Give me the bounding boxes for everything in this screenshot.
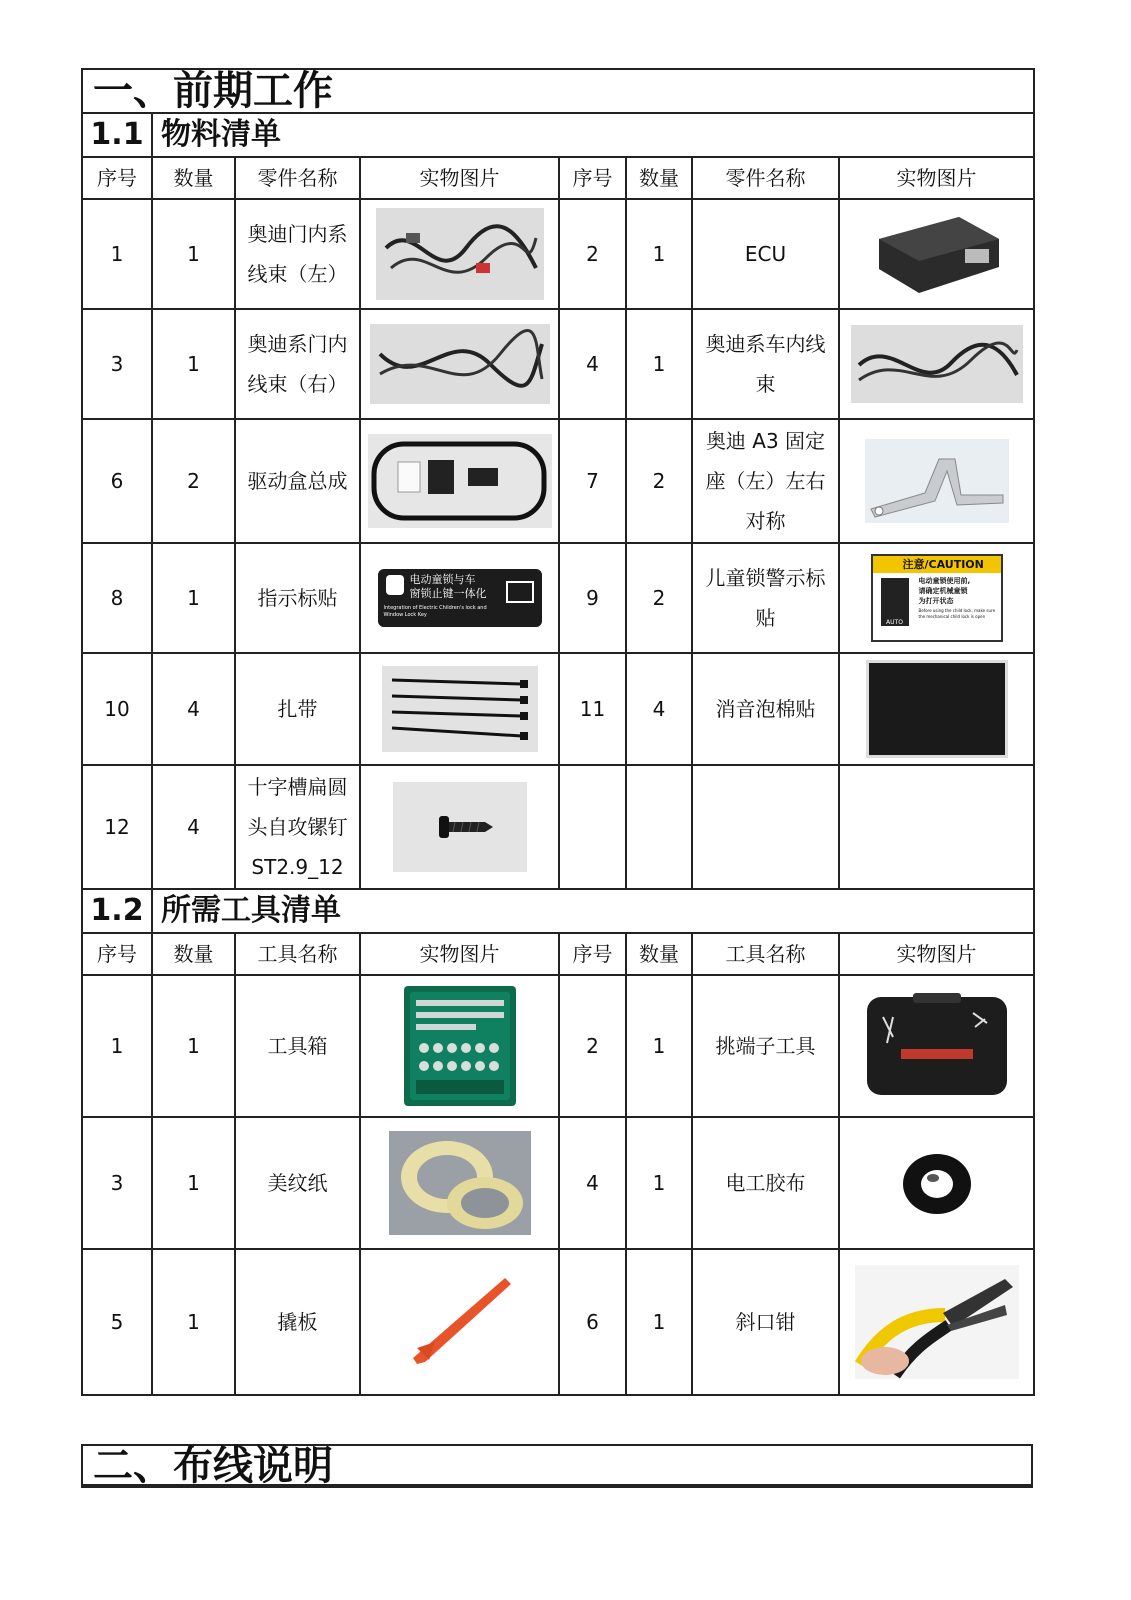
item-quantity: 2 xyxy=(626,419,692,543)
item-quantity xyxy=(626,765,692,889)
header-cell: 序号 xyxy=(82,157,152,199)
item-quantity: 1 xyxy=(152,309,235,419)
item-photo xyxy=(360,309,559,419)
item-name xyxy=(692,765,839,889)
sticker-text: Before using the child lock, make sure the mechanical child lock is open xyxy=(918,608,996,619)
item-number: 11 xyxy=(559,653,626,765)
drive-box-icon xyxy=(368,434,552,528)
header-cell: 实物图片 xyxy=(360,933,559,975)
item-name: 十字槽扁圆头自攻镙钉 ST2.9_12 xyxy=(235,765,360,889)
item-name: 奥迪 A3 固定座（左）左右对称 xyxy=(692,419,839,543)
sticker-text: 电动童锁与车 xyxy=(409,573,476,586)
table-row xyxy=(82,1117,1034,1249)
header-cell: 数量 xyxy=(626,933,692,975)
item-quantity: 1 xyxy=(152,975,235,1117)
item-number: 1 xyxy=(82,975,152,1117)
item-photo xyxy=(360,543,559,653)
item-name: 挑端子工具 xyxy=(692,975,839,1117)
item-quantity: 1 xyxy=(626,309,692,419)
sticker-text: AUTO xyxy=(886,619,903,626)
materials-header-row xyxy=(82,157,1034,199)
section2-title: 二、布线说明 xyxy=(81,1444,1033,1488)
sticker-text: 请确定机械童锁 xyxy=(918,587,968,595)
table-row xyxy=(82,653,1034,765)
item-name: 消音泡棉贴 xyxy=(692,653,839,765)
item-number: 7 xyxy=(559,419,626,543)
item-photo xyxy=(839,419,1034,543)
item-quantity: 1 xyxy=(626,1117,692,1249)
materials-section-title: 物料清单 xyxy=(152,113,1034,157)
pliers-icon xyxy=(855,1265,1019,1379)
item-quantity: 1 xyxy=(626,975,692,1117)
item-photo xyxy=(839,543,1034,653)
header-cell: 数量 xyxy=(152,157,235,199)
header-cell: 序号 xyxy=(559,933,626,975)
item-name: 指示标贴 xyxy=(235,543,360,653)
item-number: 12 xyxy=(82,765,152,889)
item-number: 3 xyxy=(82,309,152,419)
item-photo xyxy=(839,975,1034,1117)
screw-icon xyxy=(393,782,527,872)
item-number: 2 xyxy=(559,975,626,1117)
item-name: 工具箱 xyxy=(235,975,360,1117)
item-name: 撬板 xyxy=(235,1249,360,1395)
caution-sticker-icon xyxy=(871,554,1003,642)
item-quantity: 1 xyxy=(152,543,235,653)
table-row xyxy=(82,543,1034,653)
item-photo xyxy=(839,1249,1034,1395)
header-cell: 工具名称 xyxy=(235,933,360,975)
item-quantity: 4 xyxy=(626,653,692,765)
ecu-box-icon xyxy=(869,209,1005,299)
item-number: 8 xyxy=(82,543,152,653)
item-photo xyxy=(360,199,559,309)
table-row xyxy=(82,199,1034,309)
table-row xyxy=(82,419,1034,543)
table-row xyxy=(82,1249,1034,1395)
toolbox-icon xyxy=(404,986,516,1106)
foam-pad-icon xyxy=(869,663,1005,755)
materials-section-number: 1.1 xyxy=(82,113,152,157)
item-name: 扎带 xyxy=(235,653,360,765)
item-name: 儿童锁警示标贴 xyxy=(692,543,839,653)
electrical-tape-icon xyxy=(897,1148,977,1218)
item-quantity: 1 xyxy=(152,199,235,309)
header-cell: 零件名称 xyxy=(235,157,360,199)
item-number: 6 xyxy=(82,419,152,543)
item-photo xyxy=(360,975,559,1117)
item-quantity: 4 xyxy=(152,765,235,889)
item-name: 奥迪系门内线束（右） xyxy=(235,309,360,419)
item-quantity: 2 xyxy=(626,543,692,653)
item-number: 6 xyxy=(559,1249,626,1395)
item-name: 驱动盒总成 xyxy=(235,419,360,543)
header-cell: 数量 xyxy=(152,933,235,975)
item-photo xyxy=(360,419,559,543)
sticker-text: 为打开状态 xyxy=(918,597,954,605)
item-photo xyxy=(839,1117,1034,1249)
wire-harness-icon xyxy=(376,208,544,300)
item-name: 斜口钳 xyxy=(692,1249,839,1395)
pry-tool-icon xyxy=(405,1272,515,1372)
sticker-text: Integration of Electric Children's lock and Window Lock Key xyxy=(383,605,487,618)
item-number: 5 xyxy=(82,1249,152,1395)
header-cell: 序号 xyxy=(82,933,152,975)
wire-harness-icon xyxy=(370,324,550,404)
item-quantity: 1 xyxy=(626,1249,692,1395)
header-cell: 实物图片 xyxy=(360,157,559,199)
item-name: 奥迪系车内线束 xyxy=(692,309,839,419)
bracket-icon xyxy=(865,439,1009,523)
item-quantity: 2 xyxy=(152,419,235,543)
header-cell: 实物图片 xyxy=(839,157,1034,199)
item-photo xyxy=(839,199,1034,309)
materials-table xyxy=(81,68,1035,1396)
sticker-text: 窗锁止键一体化 xyxy=(409,587,487,600)
caution-heading: 注意/CAUTION xyxy=(873,556,1001,573)
item-photo xyxy=(839,309,1034,419)
indicator-sticker-icon xyxy=(378,569,542,627)
item-quantity: 1 xyxy=(152,1117,235,1249)
table-row xyxy=(82,765,1034,889)
sticker-text: 电动童锁使用前, xyxy=(918,577,971,585)
item-number: 4 xyxy=(559,309,626,419)
item-name: 奥迪门内系线束（左） xyxy=(235,199,360,309)
item-photo xyxy=(839,653,1034,765)
header-cell: 数量 xyxy=(626,157,692,199)
tools-header-row xyxy=(82,933,1034,975)
item-name: 电工胶布 xyxy=(692,1117,839,1249)
item-photo xyxy=(360,653,559,765)
header-cell: 序号 xyxy=(559,157,626,199)
item-photo xyxy=(839,765,1034,889)
item-name: ECU xyxy=(692,199,839,309)
item-number: 10 xyxy=(82,653,152,765)
item-quantity: 4 xyxy=(152,653,235,765)
header-cell: 实物图片 xyxy=(839,933,1034,975)
header-cell: 零件名称 xyxy=(692,157,839,199)
item-quantity: 1 xyxy=(626,199,692,309)
table-row xyxy=(82,309,1034,419)
header-cell: 工具名称 xyxy=(692,933,839,975)
item-photo xyxy=(360,765,559,889)
item-name: 美纹纸 xyxy=(235,1117,360,1249)
tools-section-title: 所需工具清单 xyxy=(152,889,1034,933)
tools-section-number: 1.2 xyxy=(82,889,152,933)
document xyxy=(81,68,1033,1396)
masking-tape-icon xyxy=(389,1131,531,1235)
section1-title: 一、前期工作 xyxy=(82,69,1034,113)
item-photo xyxy=(360,1117,559,1249)
terminal-tool-case-icon xyxy=(863,993,1011,1099)
item-number xyxy=(559,765,626,889)
item-number: 9 xyxy=(559,543,626,653)
item-number: 1 xyxy=(82,199,152,309)
wire-harness-icon xyxy=(851,325,1023,403)
item-number: 3 xyxy=(82,1117,152,1249)
table-row xyxy=(82,975,1034,1117)
cable-tie-icon xyxy=(382,666,538,752)
item-number: 4 xyxy=(559,1117,626,1249)
item-photo xyxy=(360,1249,559,1395)
item-number: 2 xyxy=(559,199,626,309)
item-quantity: 1 xyxy=(152,1249,235,1395)
